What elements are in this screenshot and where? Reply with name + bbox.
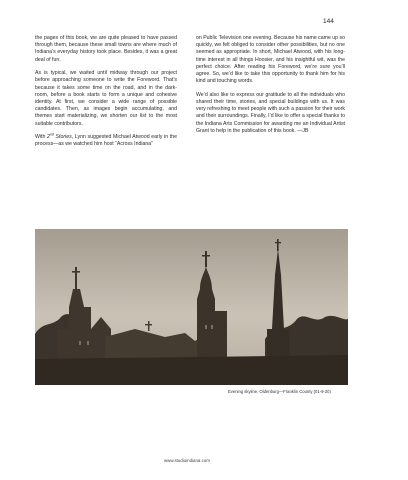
p3-rest: Lynn suggested Michael Atwood early in the process—as we watched him host “Across Indiana” bbox=[35, 134, 177, 148]
left-paragraph-2: As is typical, we waited until midway through our project before approaching someone to write the Foreword. That’s because it takes some time on the road, and in the dark-room, before a book starts to form a unique and cohesive identity. At first, we consider a wide range of possible candidates. Then, as images begin accumulating, and themes start materializing, we shorten our list to the most suitable contributors. bbox=[35, 70, 177, 127]
left-paragraph-3 bbox=[35, 134, 177, 148]
right-paragraph-1: on Public Television one evening. Because his name came up so quickly, we felt obliged to consider other possibilities, but no one seemed as appropriate. In short, Michael Atwood, with his long-time interest in all things Hoosier, and his insightful wit, was the perfect choice. After reading his Foreword, we’re sure you’ll agree. So, we’d like to take this opportunity to thank him for his kind and touching words. bbox=[196, 35, 345, 85]
book-title: 2nd Stories, bbox=[47, 132, 74, 141]
photo-caption: Evening skyline, Oldenburg—Franklin County (01-9-20) bbox=[228, 389, 331, 394]
skyline-photo bbox=[35, 229, 348, 385]
right-column bbox=[196, 35, 345, 141]
signature: —JB bbox=[297, 127, 309, 134]
page-number: 144 bbox=[323, 18, 334, 25]
left-column bbox=[35, 35, 177, 155]
footer-url[interactable]: www.studioindiana.com bbox=[164, 458, 210, 463]
left-paragraph-1: the pages of this book, we are quite pleased to have passed through them, because these small towns are where much of Indiana’s everyday history took place. Besides, it was a great deal of fun. bbox=[35, 35, 177, 63]
right-paragraph-2-text: We’d also like to express our gratitude to all the individuals who shared their time, stories, and special buildings with us. It was very refreshing to meet people with such a passion for their work and their surroundings. Finally, I’d like to offer a special thanks to the Indiana Arts Commission for awarding me an Individual Artist Grant to help in the publication of this book. bbox=[196, 91, 345, 134]
right-paragraph-2 bbox=[196, 92, 345, 135]
p3-start: With bbox=[35, 134, 48, 141]
